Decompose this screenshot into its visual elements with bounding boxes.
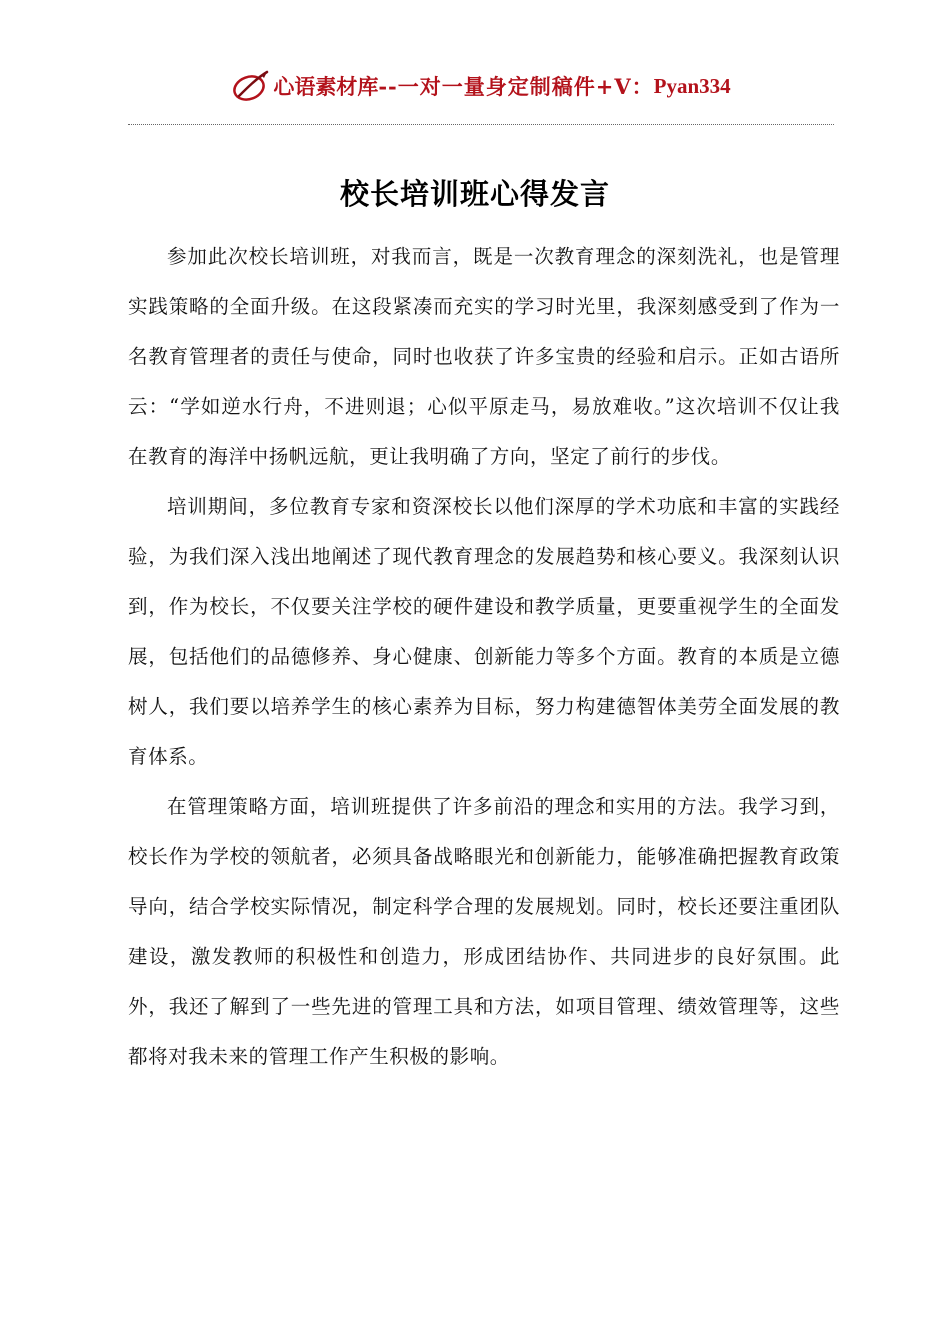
contact-id: Pyan334 — [653, 73, 731, 98]
header-divider — [128, 124, 834, 125]
paragraph-2: 培训期间，多位教育专家和资深校长以他们深厚的学术功底和丰富的实践经验，为我们深入浅出地阐述了现代教育理念的发展趋势和核心要义。我深刻认识到，作为校长，不仅要关注学校的硬件建设和教学质量，更要重视学生的全面发展，包括他们的品德修养、身心健康、创新能力等多个方面。教育的本质是立德树人，我们要以培养学生的核心素养为目标，努力构建德智体美劳全面发展的教育体系。 — [128, 495, 840, 768]
paragraph-1: 参加此次校长培训班，对我而言，既是一次教育理念的深刻洗礼，也是管理实践策略的全面升级。在这段紧凑而充实的学习时光里，我深刻感受到了作为一名教育管理者的责任与使命，同时也收获了许多宝贵的经验和启示。正如古语所云：“学如逆水行舟，不进则退；心似平原走马，易放难收。”这次培训不仅让我在教育的海洋中扬帆远航，更让我明确了方向，坚定了前行的步伐。 — [128, 245, 840, 468]
page-header — [128, 56, 834, 116]
header-slogan: --一对一量身定制稿件+V： — [378, 74, 654, 99]
brand-name: 心语素材库 — [273, 74, 379, 99]
paragraph-3: 在管理策略方面，培训班提供了许多前沿的理念和实用的方法。我学习到，校长作为学校的领航者，必须具备战略眼光和创新能力，能够准确把握教育政策导向，结合学校实际情况，制定科学合理的发展规划。同时，校长还要注重团队建设，激发教师的积极性和创造力，形成团结协作、共同进步的良好氛围。此外，我还了解到了一些先进的管理工具和方法，如项目管理、绩效管理等，这些都将对我未来的管理工作产生积极的影响。 — [128, 795, 840, 1068]
document-title: 校长培训班心得发言 — [339, 177, 610, 211]
pen-swirl-logo-icon — [231, 66, 271, 106]
document-body — [128, 232, 840, 1082]
